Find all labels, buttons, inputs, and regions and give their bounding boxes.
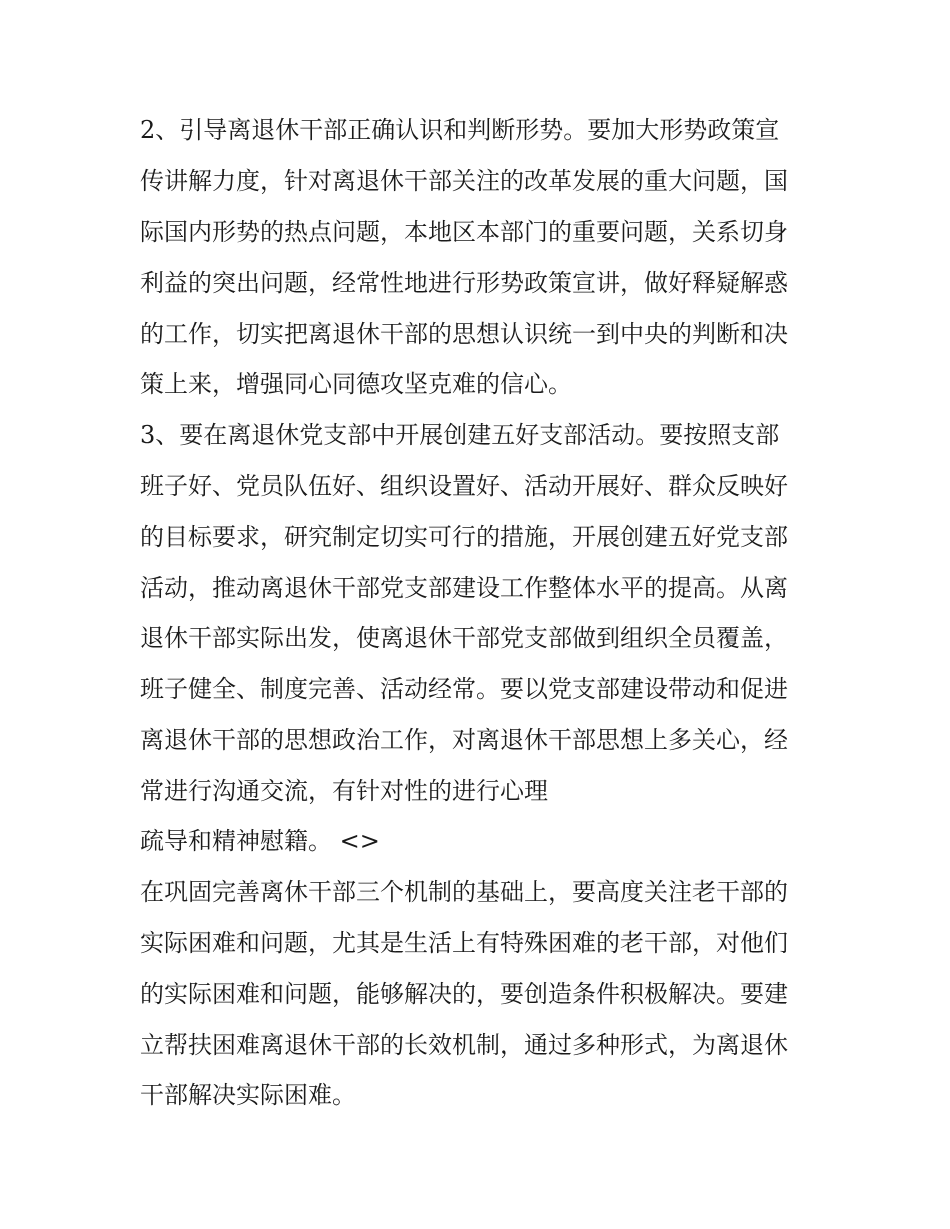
text-line-2: 传讲解力度，针对离退休干部关注的改革发展的重大问题，国 (140, 167, 788, 195)
text-line-5: 的工作，切实把离退休干部的思想认识统一到中央的判断和决 (140, 320, 788, 348)
text-line-10: 活动，推动离退休干部党支部建设工作整体水平的提高。从离 (140, 574, 788, 602)
text-line-3: 际国内形势的热点问题，本地区本部门的重要问题，关系切身 (140, 218, 788, 246)
text-line-12: 班子健全、制度完善、活动经常。要以党支部建设带动和促进 (140, 675, 788, 703)
text-line-17: 实际困难和问题，尤其是生活上有特殊困难的老干部，对他们 (140, 929, 788, 957)
text-line-19: 立帮扶困难离退休干部的长效机制，通过多种形式，为离退休 (140, 1031, 788, 1059)
text-line-15: 疏导和精神慰籍。 <> (140, 827, 380, 855)
text-line-7: 3、要在离退休党支部中开展创建五好支部活动。要按照支部 (140, 421, 780, 449)
text-line-11: 退休干部实际出发，使离退休干部党支部做到组织全员覆盖， (140, 624, 788, 652)
text-line-9: 的目标要求，研究制定切实可行的措施，开展创建五好党支部 (140, 523, 788, 551)
text-line-16: 在巩固完善离休干部三个机制的基础上，要高度关注老干部的 (140, 878, 788, 906)
text-line-20: 干部解决实际困难。 (140, 1081, 356, 1109)
text-line-14: 常进行沟通交流，有针对性的进行心理 (140, 777, 548, 805)
text-line-18: 的实际困难和问题，能够解决的，要创造条件积极解决。要建 (140, 980, 788, 1008)
text-line-4: 利益的突出问题，经常性地进行形势政策宣讲，做好释疑解惑 (140, 269, 788, 297)
text-line-6: 策上来，增强同心同德攻坚克难的信心。 (140, 370, 572, 398)
text-line-1: 2、引导离退休干部正确认识和判断形势。要加大形势政策宣 (140, 116, 780, 144)
text-line-13: 离退休干部的思想政治工作，对离退休干部思想上多关心，经 (140, 726, 788, 754)
text-line-8: 班子好、党员队伍好、组织设置好、活动开展好、群众反映好 (140, 472, 788, 500)
